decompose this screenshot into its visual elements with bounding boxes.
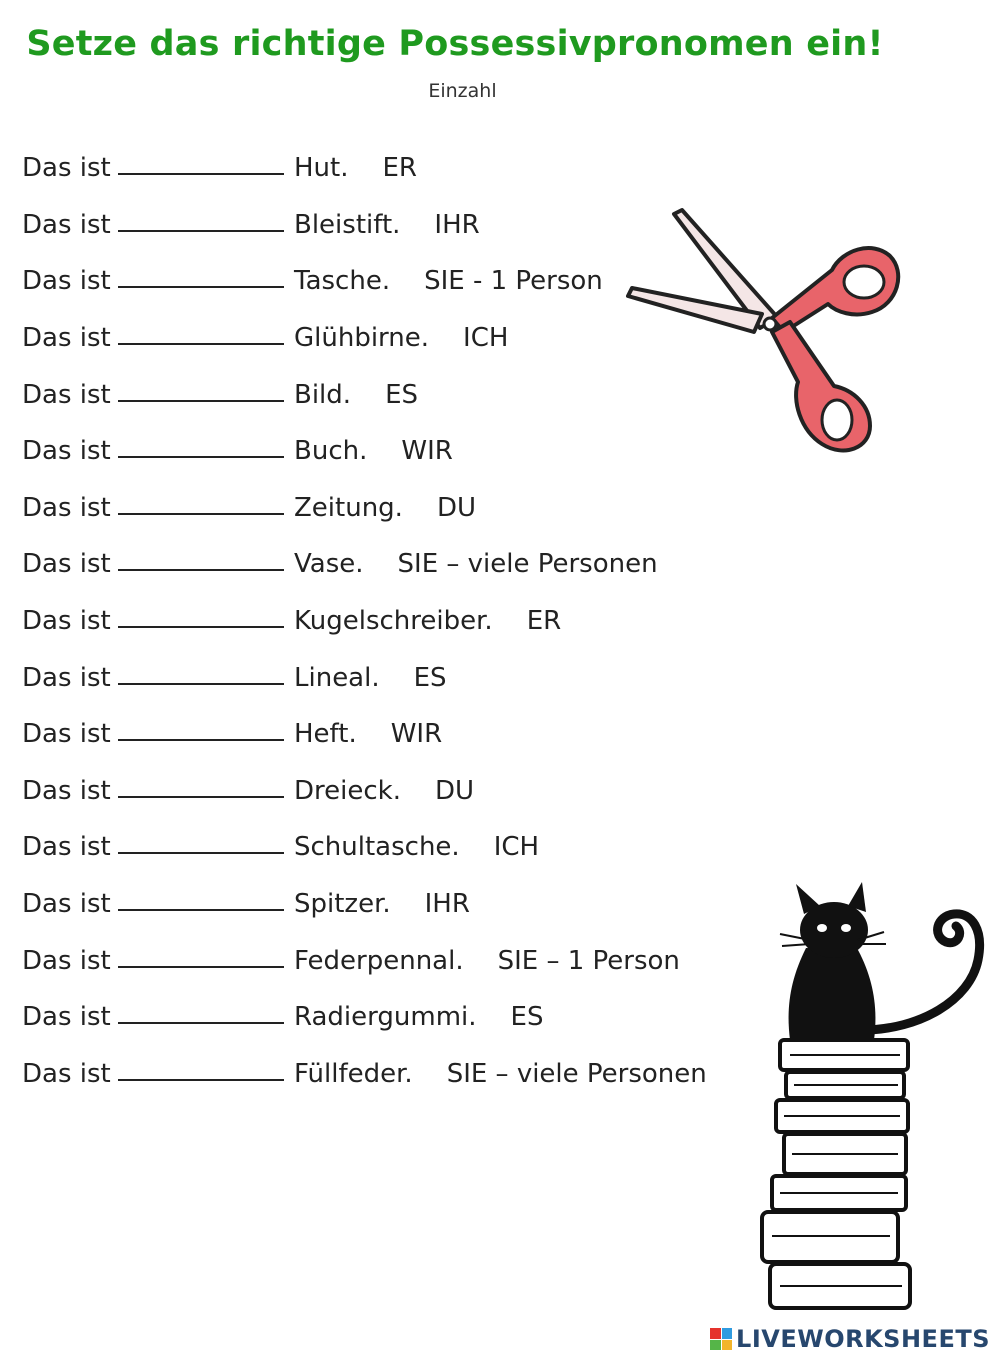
row-prefix: Das ist (22, 832, 111, 863)
row-noun: Radiergummi. (294, 1002, 477, 1033)
row-pronoun: ICH (463, 323, 509, 354)
row-prefix: Das ist (22, 209, 111, 240)
row-pronoun: SIE - 1 Person (424, 266, 603, 297)
row-prefix: Das ist (22, 549, 111, 580)
answer-blank[interactable] (118, 372, 284, 402)
row-noun: Bleistift. (294, 209, 401, 240)
answer-blank[interactable] (118, 485, 284, 515)
page-subtitle: Einzahl (428, 80, 497, 102)
row-pronoun: ER (382, 153, 417, 184)
exercise-row (22, 480, 782, 537)
row-prefix: Das ist (22, 266, 111, 297)
answer-blank[interactable] (118, 428, 284, 458)
exercise-row (22, 649, 782, 706)
answer-blank[interactable] (118, 258, 284, 288)
row-noun: Federpennal. (294, 945, 464, 976)
row-noun: Hut. (294, 153, 349, 184)
row-prefix: Das ist (22, 379, 111, 410)
row-pronoun: IHR (434, 209, 480, 240)
answer-blank[interactable] (118, 655, 284, 685)
answer-blank[interactable] (118, 711, 284, 741)
row-pronoun: DU (434, 775, 475, 806)
cat-on-books-icon (750, 880, 995, 1325)
row-prefix: Das ist (22, 436, 111, 467)
answer-blank[interactable] (118, 768, 284, 798)
row-pronoun: ER (526, 606, 562, 637)
answer-blank[interactable] (118, 1051, 284, 1081)
row-noun: Tasche. (294, 266, 391, 297)
exercise-row (22, 536, 782, 593)
row-noun: Bild. (294, 379, 352, 410)
row-pronoun: SIE – viele Personen (397, 549, 658, 580)
row-noun: Kugelschreiber. (294, 606, 493, 637)
row-noun: Glühbirne. (294, 323, 430, 354)
exercise-row (22, 876, 782, 933)
exercise-row (22, 989, 782, 1046)
row-pronoun: DU (436, 492, 477, 523)
row-pronoun: ICH (493, 832, 540, 863)
row-prefix: Das ist (22, 1002, 111, 1033)
exercise-row (22, 763, 782, 820)
liveworksheets-logo[interactable] (710, 1325, 990, 1353)
row-pronoun: ES (385, 379, 418, 410)
page-title: Setze das richtige Possessivpronomen ein! (26, 24, 884, 64)
answer-blank[interactable] (118, 994, 284, 1024)
row-noun: Heft. (294, 719, 357, 750)
row-noun: Vase. (294, 549, 364, 580)
row-noun: Dreieck. (294, 775, 401, 806)
row-pronoun: ES (413, 662, 447, 693)
liveworksheets-logo-icon (710, 1328, 732, 1350)
row-prefix: Das ist (22, 606, 111, 637)
exercise-row (22, 593, 782, 650)
row-prefix: Das ist (22, 775, 111, 806)
row-noun: Schultasche. (294, 832, 460, 863)
row-prefix: Das ist (22, 1058, 111, 1089)
row-prefix: Das ist (22, 719, 111, 750)
exercise-row (22, 819, 782, 876)
row-prefix: Das ist (22, 153, 111, 184)
liveworksheets-logo-text: LIVEWORKSHEETS (736, 1325, 990, 1353)
scissors-icon (622, 200, 912, 480)
exercise-row (22, 932, 782, 989)
row-prefix: Das ist (22, 323, 111, 354)
answer-blank[interactable] (118, 938, 284, 968)
row-prefix: Das ist (22, 945, 111, 976)
row-prefix: Das ist (22, 889, 111, 920)
row-pronoun: SIE – viele Personen (446, 1058, 707, 1089)
answer-blank[interactable] (118, 824, 284, 854)
answer-blank[interactable] (118, 315, 284, 345)
row-noun: Lineal. (294, 662, 380, 693)
answer-blank[interactable] (118, 145, 284, 175)
row-prefix: Das ist (22, 492, 111, 523)
exercise-row (22, 140, 782, 197)
row-pronoun: WIR (390, 719, 443, 750)
row-prefix: Das ist (22, 662, 111, 693)
row-pronoun: SIE – 1 Person (497, 945, 680, 976)
row-noun: Spitzer. (294, 889, 391, 920)
answer-blank[interactable] (118, 541, 284, 571)
answer-blank[interactable] (118, 202, 284, 232)
row-noun: Zeitung. (294, 492, 403, 523)
row-noun: Buch. (294, 436, 368, 467)
answer-blank[interactable] (118, 881, 284, 911)
exercise-row (22, 706, 782, 763)
row-pronoun: ES (510, 1002, 544, 1033)
row-pronoun: WIR (401, 436, 453, 467)
row-noun: Füllfeder. (294, 1058, 413, 1089)
exercise-row (22, 1046, 782, 1103)
row-pronoun: IHR (424, 889, 470, 920)
answer-blank[interactable] (118, 598, 284, 628)
